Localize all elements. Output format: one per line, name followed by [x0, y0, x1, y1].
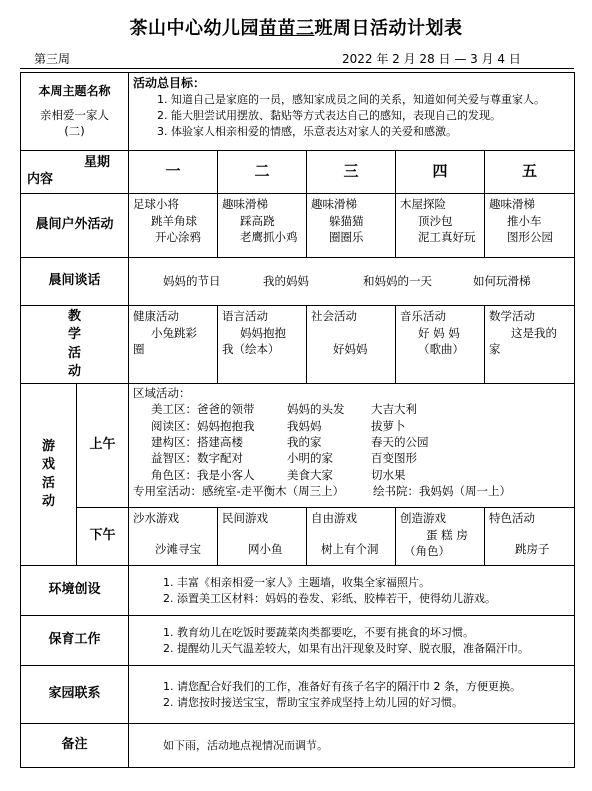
teaching-content: 好 妈 妈 — [418, 325, 460, 340]
teaching-label-char: 动 — [68, 363, 82, 379]
outdoor-cell — [307, 194, 396, 258]
afternoon-cell — [396, 508, 485, 566]
area-item: 拔萝卜 — [371, 418, 406, 433]
area-name: 建构区： — [151, 434, 198, 449]
day-tuesday: 二 — [218, 151, 307, 194]
outdoor-activity: 趣味滑梯 — [222, 197, 269, 211]
outdoor-cell — [129, 194, 218, 258]
teaching-content: 小兔跳彩 — [151, 325, 198, 340]
teaching-label-char: 活 — [68, 345, 82, 361]
teaching-content — [311, 325, 391, 342]
outdoor-activity: 足球小将 — [133, 197, 180, 211]
teaching-cell — [307, 306, 396, 384]
title-class: 苗苗三 — [259, 18, 315, 39]
game-label-char: 戏 — [41, 457, 55, 473]
home-item: 2. 请您按时接送宝宝，帮助宝宝养成坚持上幼儿园的好习惯。 — [163, 695, 464, 709]
afternoon-type: 特色活动 — [489, 511, 536, 525]
game-morning-row — [21, 384, 575, 508]
teaching-content: 家 — [489, 342, 501, 357]
area-item: 小明的家 — [287, 451, 334, 466]
teaching-cell — [485, 306, 575, 384]
environment-item: 1. 丰富《相亲相爱一家人》主题墙，收集全家福照片。 — [163, 575, 431, 589]
notes-cell — [129, 724, 575, 768]
header-divider — [20, 68, 574, 69]
outdoor-activity: 趣味滑梯 — [489, 197, 536, 211]
environment-row — [21, 566, 575, 616]
outdoor-activity: 跳羊角球 — [151, 213, 198, 228]
afternoon-type: 自由游戏 — [311, 511, 358, 525]
goal-item: 3. 体验家人相亲相爱的情感，乐意表达对家人的关爱和感激。 — [157, 125, 458, 139]
theme-name-sub: (二) — [64, 124, 85, 139]
game-label-char: 游 — [41, 439, 55, 455]
teaching-subject: 社会活动 — [311, 309, 358, 323]
page-title — [0, 14, 592, 40]
game-label-char: 动 — [41, 493, 55, 509]
area-row — [133, 401, 570, 417]
outdoor-activity: 圈圈乐 — [329, 230, 364, 245]
teaching-subject: 音乐活动 — [400, 309, 447, 323]
subheader — [0, 50, 592, 68]
outdoor-activity: 木屋探险 — [400, 197, 447, 211]
content-label: 内容 — [27, 172, 54, 188]
outdoor-activity: 图形公园 — [507, 230, 554, 245]
area-item: 数字配对 — [197, 451, 244, 466]
outdoor-cell — [396, 194, 485, 258]
teaching-subject: 健康活动 — [133, 309, 180, 323]
area-item: 百变图形 — [371, 451, 418, 466]
outdoor-activity: 泥工真好玩 — [418, 230, 476, 245]
outdoor-activity: 开心涂鸦 — [155, 230, 202, 245]
area-item: 搭建高楼 — [197, 434, 244, 449]
care-item: 1. 教育幼儿在吃饭时要蔬菜肉类都要吃，不要有挑食的坏习惯。 — [163, 625, 475, 639]
outdoor-activity: 踩高跷 — [240, 213, 275, 228]
outdoor-activity: 推小车 — [507, 213, 542, 228]
environment-item: 2. 添置美工区材料：妈妈的卷发、彩纸、胶棒若干，使得幼儿游戏。 — [163, 591, 497, 605]
area-item: 大吉大利 — [371, 402, 418, 417]
teaching-label — [21, 306, 129, 384]
home-item: 1. 请您配合好我们的工作，准备好有孩子名字的隔汗巾 2 条，方便更换。 — [163, 679, 521, 693]
special-room-activity: 专用室活动：感统室-走平衡木（周三上） — [133, 483, 345, 498]
teaching-label-char: 学 — [68, 327, 82, 343]
outdoor-row — [21, 194, 575, 258]
afternoon-game: 网小鱼 — [248, 541, 283, 556]
area-activities-cell — [129, 384, 575, 508]
home-row — [21, 666, 575, 724]
environment-label: 环境创设 — [21, 566, 129, 616]
talk-label: 晨间谈话 — [21, 258, 129, 306]
theme-cell — [21, 73, 129, 151]
home-label: 家园联系 — [21, 666, 129, 724]
teaching-content: 圈 — [133, 342, 145, 357]
goals-label: 活动总目标： — [133, 76, 206, 90]
goals-cell — [129, 73, 575, 151]
afternoon-game-note: （角色） — [404, 544, 451, 559]
area-label: 区域活动： — [133, 386, 191, 400]
afternoon-cell — [485, 508, 575, 566]
afternoon-label: 下午 — [77, 508, 129, 566]
talk-cell — [129, 258, 575, 306]
talk-row — [21, 258, 575, 306]
library-activity: 绘书院：我妈妈（周一上） — [373, 483, 512, 498]
teaching-cell — [218, 306, 307, 384]
area-name: 角色区： — [151, 467, 198, 482]
theme-row — [21, 73, 575, 151]
teaching-row — [21, 306, 575, 384]
teaching-content: 好妈妈 — [333, 342, 368, 357]
afternoon-game: 沙滩寻宝 — [155, 541, 202, 556]
game-label — [21, 384, 77, 566]
day-monday: 一 — [129, 151, 218, 194]
afternoon-game: 跳房子 — [515, 541, 550, 556]
outdoor-activity: 顶沙包 — [418, 213, 453, 228]
area-item: 美食大家 — [287, 467, 334, 482]
afternoon-type: 创造游戏 — [400, 511, 447, 525]
talk-topic: 如何玩滑梯 — [473, 274, 531, 289]
area-item: 妈妈抱抱我 — [197, 418, 255, 433]
afternoon-type: 沙水游戏 — [133, 511, 180, 525]
area-row — [133, 450, 570, 466]
notes-row — [21, 724, 575, 768]
teaching-content: （歌曲） — [418, 342, 465, 357]
morning-label: 上午 — [77, 384, 129, 508]
area-row — [133, 418, 570, 434]
goal-item: 1. 知道自己是家庭的一员，感知家成员之间的关系，知道如何关爱与尊重家人。 — [157, 93, 546, 107]
theme-label: 本周主题名称 — [38, 84, 111, 99]
talk-topic: 和妈妈的一天 — [363, 274, 433, 289]
day-header-row — [21, 151, 575, 194]
afternoon-type: 民间游戏 — [222, 511, 269, 525]
care-item: 2. 提醒幼儿天气温差较大，如果有出汗现象及时穿、脱衣服，准备隔汗巾。 — [163, 641, 530, 655]
notes-text: 如下雨，活动地点视情况而调节。 — [163, 738, 329, 752]
day-thursday: 四 — [396, 151, 485, 194]
talk-topic: 我的妈妈 — [263, 274, 310, 289]
area-row — [133, 434, 570, 450]
outdoor-activity: 趣味滑梯 — [311, 197, 358, 211]
week-label: 第三周 — [34, 52, 71, 66]
date-range: 2022 年 2 月 28 日 — 3 月 4 日 — [342, 52, 521, 66]
goal-item: 2. 能大胆尝试用摆放、黏贴等方式表达自己的感知，表现自己的发现。 — [157, 109, 502, 123]
afternoon-game: 蛋 糕 房 — [426, 527, 468, 542]
plan-table — [20, 72, 575, 768]
area-item: 我妈妈 — [287, 418, 322, 433]
area-item: 爸爸的领带 — [197, 402, 255, 417]
area-item: 妈妈的头发 — [287, 402, 345, 417]
special-room-row — [133, 483, 570, 499]
afternoon-cell — [307, 508, 396, 566]
area-item: 切水果 — [371, 467, 406, 482]
teaching-subject: 数学活动 — [489, 309, 536, 323]
teaching-content: 这是我的 — [511, 325, 558, 340]
care-row — [21, 616, 575, 666]
notes-label: 备注 — [21, 724, 129, 768]
outdoor-cell — [485, 194, 575, 258]
teaching-subject: 语言活动 — [222, 309, 269, 323]
game-afternoon-row — [21, 508, 575, 566]
home-cell — [129, 666, 575, 724]
day-header-corner — [21, 151, 129, 194]
area-name: 益智区： — [151, 451, 198, 466]
environment-cell — [129, 566, 575, 616]
day-wednesday: 三 — [307, 151, 396, 194]
teaching-cell — [396, 306, 485, 384]
title-suffix: 班周日活动计划表 — [314, 18, 463, 39]
teaching-label-char: 教 — [68, 309, 82, 325]
theme-name: 亲相爱一家人 — [40, 107, 109, 122]
weekday-label: 星期 — [84, 155, 111, 170]
afternoon-cell — [218, 508, 307, 566]
game-label-char: 活 — [41, 475, 55, 491]
area-item: 我是小客人 — [197, 467, 255, 482]
outdoor-cell — [218, 194, 307, 258]
day-friday: 五 — [485, 151, 575, 194]
talk-topic: 妈妈的节日 — [163, 274, 221, 289]
area-name: 阅读区： — [151, 418, 198, 433]
teaching-content: 我（绘本） — [222, 342, 280, 357]
teaching-content: 妈妈抱抱 — [240, 325, 287, 340]
afternoon-cell — [129, 508, 218, 566]
outdoor-label: 晨间户外活动 — [21, 194, 129, 258]
teaching-cell — [129, 306, 218, 384]
area-item: 我的家 — [287, 434, 322, 449]
area-row — [133, 467, 570, 483]
afternoon-game: 树上有个洞 — [321, 541, 379, 556]
outdoor-activity: 躲猫猫 — [329, 213, 364, 228]
area-item: 春天的公园 — [371, 434, 429, 449]
care-label: 保育工作 — [21, 616, 129, 666]
title-school: 茶山中心幼儿园 — [129, 18, 259, 39]
care-cell — [129, 616, 575, 666]
outdoor-activity: 老鹰抓小鸡 — [240, 230, 298, 245]
area-name: 美工区： — [151, 402, 198, 417]
